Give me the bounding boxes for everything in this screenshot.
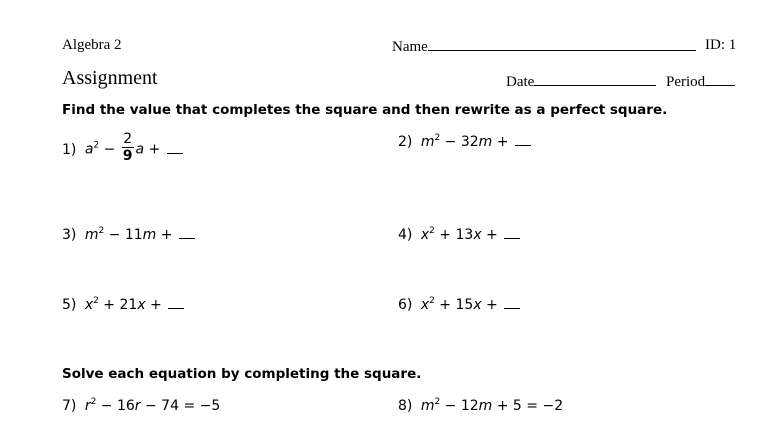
- problem-6: 6) $x^2 + 15x$ +: [398, 297, 520, 313]
- problem-number: 7): [62, 398, 77, 414]
- section-1-instruction: Find the value that completes the square and then rewrite as a perfect square.: [62, 102, 668, 118]
- date-label: Date: [506, 74, 535, 90]
- problem-number: 5): [62, 297, 77, 313]
- problem-8: 8) $m^2 - 12m + 5 = -2$: [398, 397, 564, 414]
- problem-3: 3) $m^2 - 11m$ +: [62, 227, 195, 243]
- problem-number: 6): [398, 297, 413, 313]
- problem-1: 1) $a^2$ − $\frac{2}{9}$ a +: [62, 134, 183, 165]
- name-label: Name: [392, 39, 428, 55]
- period-blank[interactable]: [705, 72, 735, 86]
- fraction: [122, 132, 134, 163]
- problem-number: 3): [62, 227, 77, 243]
- problem-4: 4) $x^2 + 13x$ +: [398, 227, 520, 243]
- fraction-denominator: 9: [122, 148, 133, 164]
- problem-number: 8): [398, 398, 413, 414]
- period-label: Period: [666, 74, 706, 90]
- answer-blank[interactable]: [504, 227, 520, 239]
- section-2-instruction: Solve each equation by completing the square.: [62, 366, 422, 382]
- answer-blank[interactable]: [167, 142, 183, 154]
- problem-number: 2): [398, 134, 413, 150]
- problem-5: 5) $x^2 + 21x$ +: [62, 297, 184, 313]
- problem-number: 4): [398, 227, 413, 243]
- problem-2: 2) $m^2 - 32m$ +: [398, 134, 531, 150]
- name-field[interactable]: [392, 37, 696, 56]
- problem-number: 1): [62, 141, 77, 158]
- date-field[interactable]: [506, 72, 656, 91]
- date-blank[interactable]: [534, 72, 656, 86]
- answer-blank[interactable]: [179, 227, 195, 239]
- period-field[interactable]: [666, 72, 735, 91]
- problem-7: 7) $r^2 - 16r - 74 = -5$: [62, 397, 221, 414]
- name-blank[interactable]: [428, 37, 696, 51]
- answer-blank[interactable]: [168, 297, 184, 309]
- answer-blank[interactable]: [504, 297, 520, 309]
- answer-blank[interactable]: [515, 134, 531, 146]
- course-name: Algebra 2: [62, 37, 122, 53]
- worksheet-id: ID: 1: [705, 37, 737, 53]
- assignment-title: Assignment: [62, 67, 158, 89]
- fraction-numerator: 2: [123, 131, 133, 147]
